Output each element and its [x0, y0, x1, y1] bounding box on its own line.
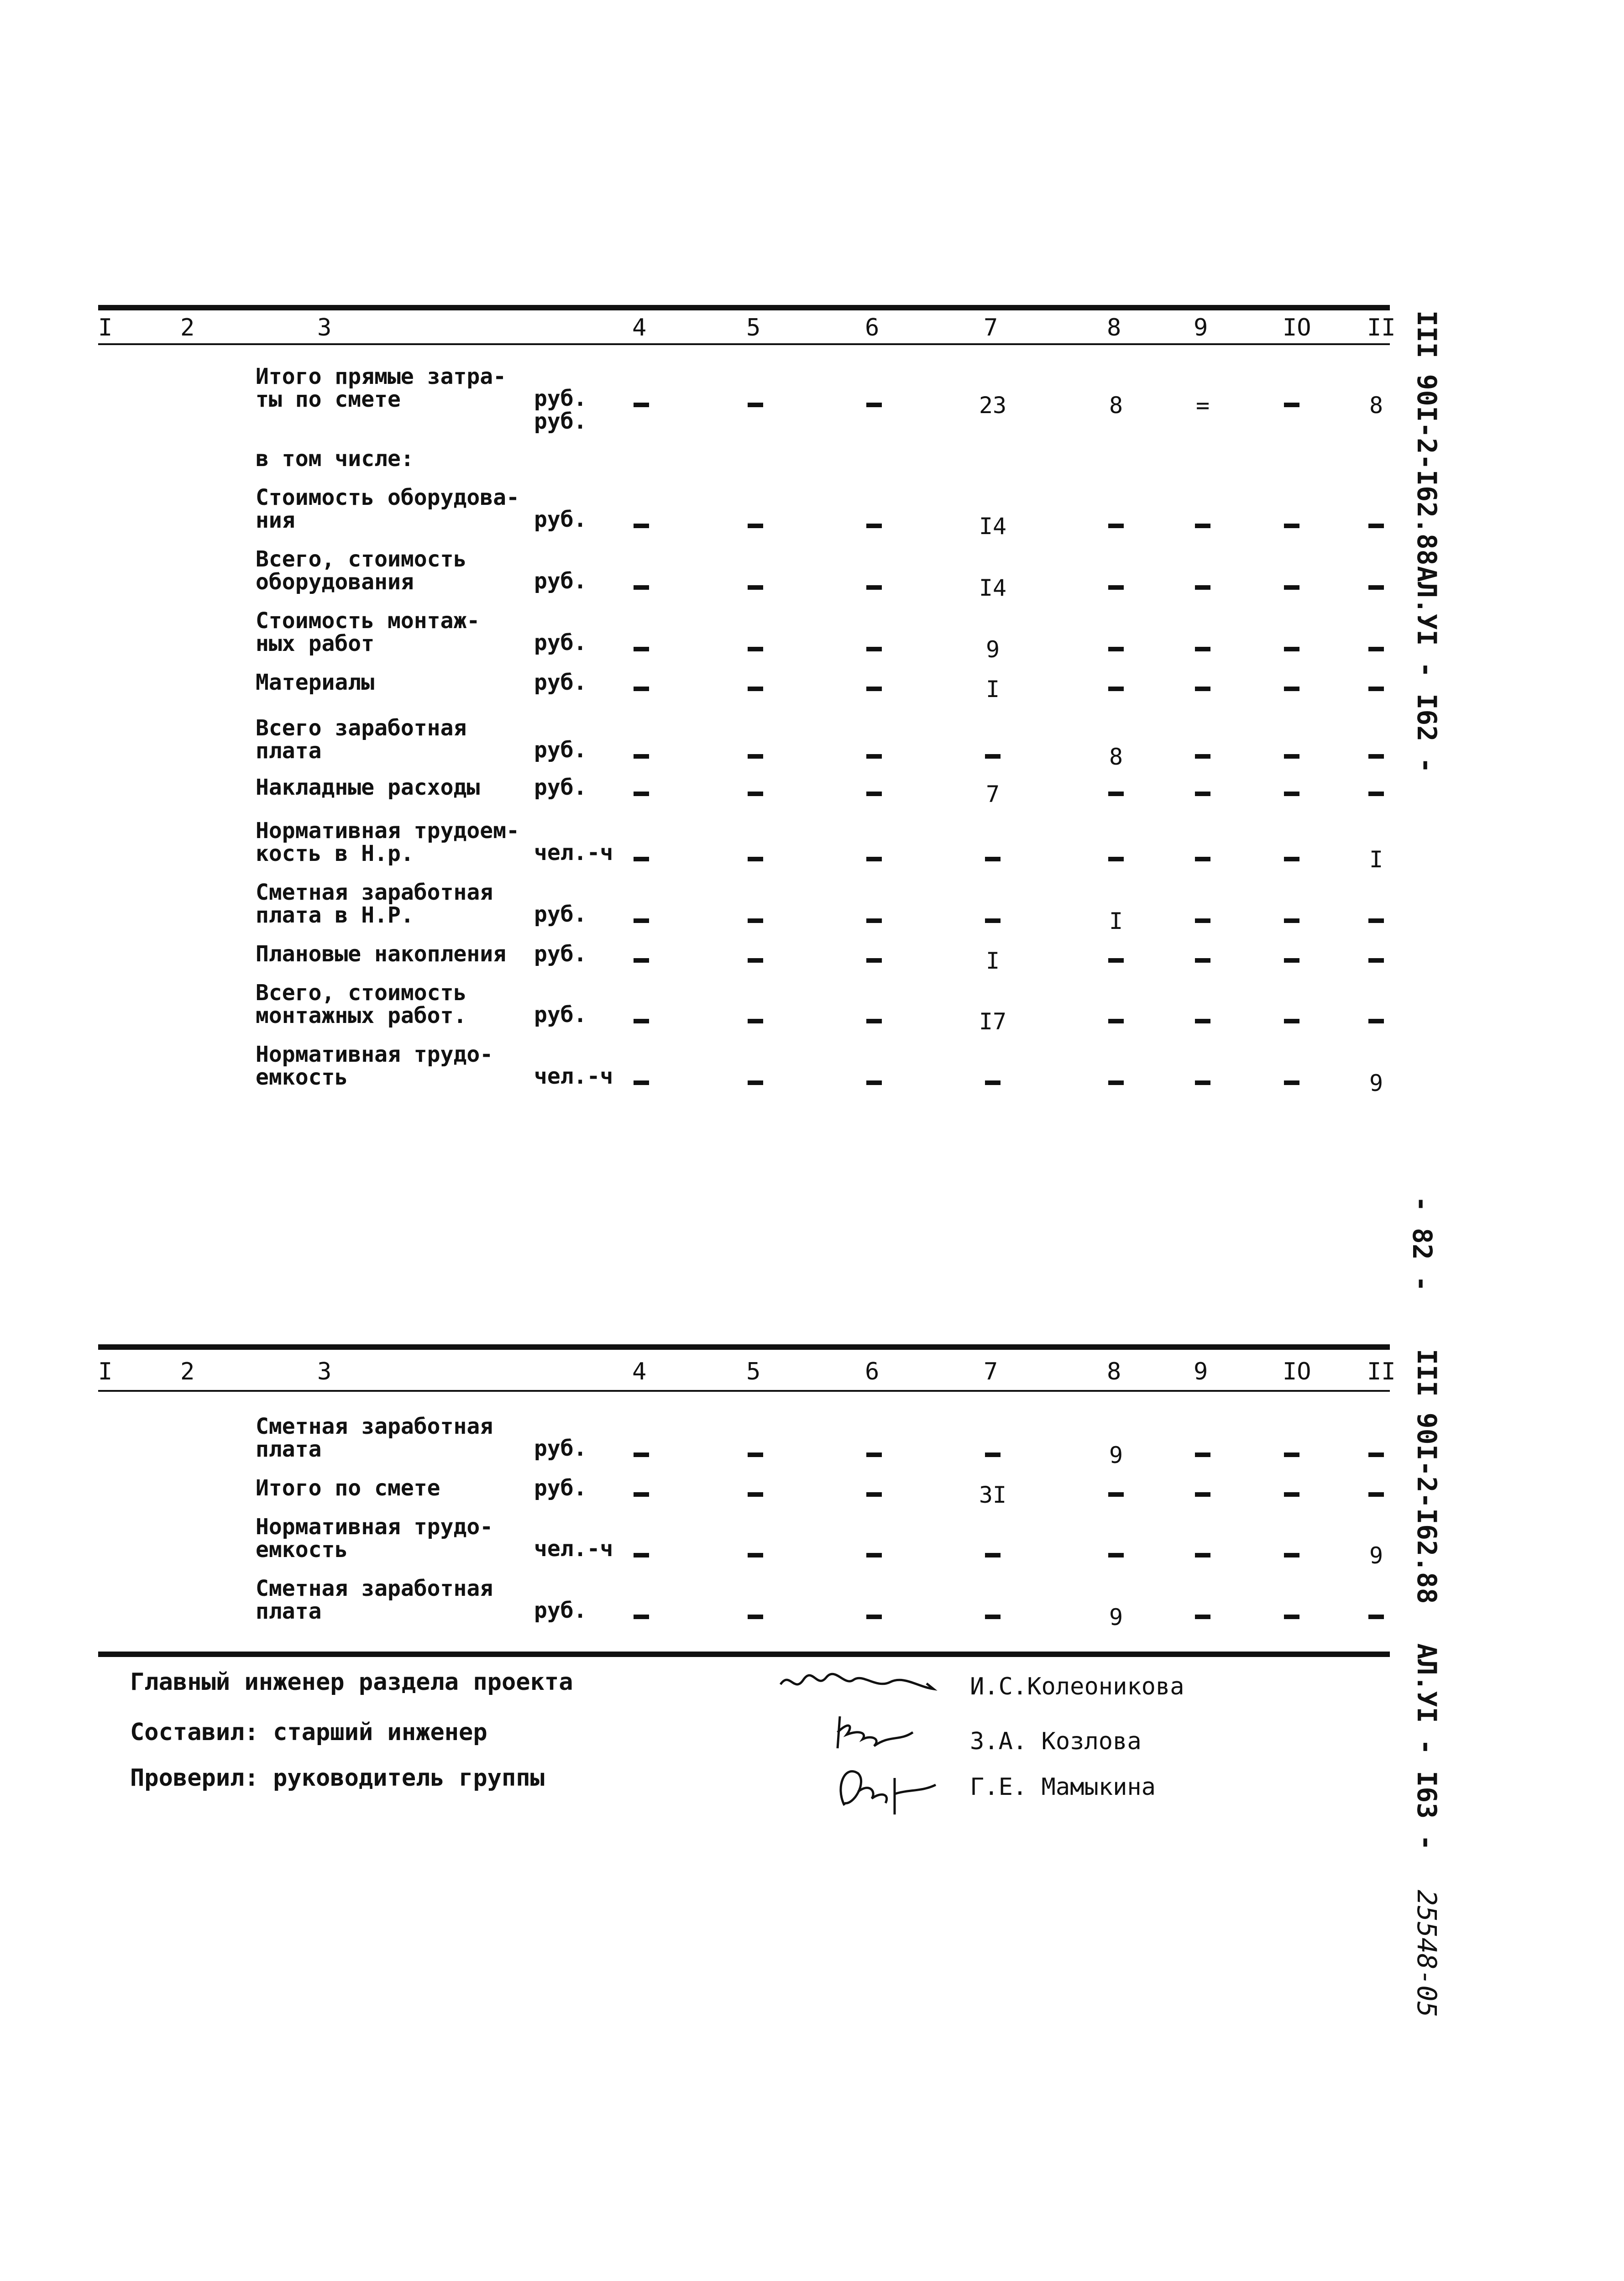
value-cell: 9 — [1369, 1542, 1383, 1569]
dash-cell — [866, 585, 882, 590]
row-unit: руб. — [534, 737, 587, 763]
column-header: 7 — [984, 1358, 998, 1385]
dash-cell — [1195, 1492, 1210, 1497]
dash-cell — [1284, 687, 1299, 691]
dash-cell — [634, 585, 649, 590]
column-header: 5 — [746, 314, 761, 341]
column-header: 6 — [865, 1358, 880, 1385]
dash-cell — [748, 403, 763, 407]
dash-cell — [1195, 754, 1210, 759]
value-cell: 8 — [1109, 392, 1123, 419]
dash-cell — [748, 918, 763, 923]
dash-cell — [634, 647, 649, 651]
dash-cell — [1368, 918, 1384, 923]
dash-cell — [748, 1019, 763, 1023]
dash-cell — [866, 1553, 882, 1557]
value-cell: I4 — [979, 575, 1007, 601]
row-label: Накладные расходы — [256, 775, 480, 800]
dash-cell — [866, 1019, 882, 1023]
dash-cell — [985, 754, 1001, 759]
table1-header-rule — [98, 343, 1390, 345]
dash-cell — [1284, 754, 1299, 759]
row-label: Материалы — [256, 670, 375, 695]
dash-cell — [1284, 1080, 1299, 1085]
dash-cell — [866, 403, 882, 407]
dash-cell — [866, 524, 882, 528]
row-unit: руб. — [534, 507, 587, 532]
value-cell: I — [1109, 908, 1123, 934]
row-label: Итого по смете — [256, 1475, 440, 1501]
dash-cell — [866, 647, 882, 651]
dash-cell — [1368, 585, 1384, 590]
dash-cell — [1368, 958, 1384, 963]
column-header: 4 — [632, 314, 647, 341]
dash-cell — [1284, 1553, 1299, 1557]
dash-cell — [1195, 958, 1210, 963]
dash-cell — [748, 1615, 763, 1619]
dash-cell — [748, 1452, 763, 1457]
dash-cell — [1108, 524, 1124, 528]
row-unit: руб. руб. — [534, 386, 587, 434]
column-header: 6 — [865, 314, 880, 341]
row-label: Всего, стоимость оборудования — [256, 546, 467, 595]
row-unit: руб. — [534, 775, 587, 800]
dash-cell — [866, 687, 882, 691]
dash-cell — [866, 1615, 882, 1619]
row-label: Сметная заработная плата — [256, 1576, 493, 1624]
dash-cell — [1284, 857, 1299, 861]
value-cell: = — [1195, 392, 1210, 419]
row-label: Нормативная трудоем- кость в Н.р. — [256, 818, 519, 866]
dash-cell — [748, 754, 763, 759]
dash-cell — [985, 1553, 1001, 1557]
row-unit: чел.-ч — [534, 1536, 613, 1562]
column-header: 8 — [1107, 314, 1121, 341]
row-label: Плановые накопления — [256, 941, 507, 967]
row-label: Итого прямые затра- ты по смете — [256, 364, 507, 412]
dash-cell — [985, 1452, 1001, 1457]
row-unit: руб. — [534, 670, 587, 695]
column-header: 8 — [1107, 1358, 1121, 1385]
dash-cell — [1195, 524, 1210, 528]
row-label: Сметная заработная плата в Н.Р. — [256, 880, 493, 928]
dash-cell — [1284, 1452, 1299, 1457]
column-header: IO — [1283, 314, 1311, 341]
dash-cell — [1108, 1019, 1124, 1023]
dash-cell — [634, 687, 649, 691]
signature-role-checked: Проверил: руководитель группы — [130, 1764, 545, 1792]
value-cell: 9 — [985, 636, 1000, 663]
value-cell: 9 — [1369, 1070, 1383, 1096]
dash-cell — [1284, 403, 1299, 407]
dash-cell — [1195, 687, 1210, 691]
dash-cell — [866, 1492, 882, 1497]
dash-cell — [1108, 1492, 1124, 1497]
dash-cell — [634, 918, 649, 923]
dash-cell — [748, 857, 763, 861]
dash-cell — [1368, 524, 1384, 528]
value-cell: I7 — [979, 1008, 1007, 1035]
dash-cell — [866, 754, 882, 759]
table2-bottom-rule — [98, 1652, 1390, 1657]
row-unit: руб. — [534, 902, 587, 927]
dash-cell — [748, 1080, 763, 1085]
dash-cell — [1284, 958, 1299, 963]
dash-cell — [985, 1615, 1001, 1619]
value-cell: 8 — [1109, 744, 1123, 770]
dash-cell — [1368, 1452, 1384, 1457]
dash-cell — [866, 1452, 882, 1457]
side-doc-code-bottom: III 90I-2-I62.88 — [1411, 1349, 1442, 1604]
dash-cell — [748, 792, 763, 796]
value-cell: 23 — [979, 392, 1007, 419]
dash-cell — [748, 958, 763, 963]
dash-cell — [634, 958, 649, 963]
value-cell: I — [1369, 846, 1383, 873]
dash-cell — [634, 1615, 649, 1619]
side-archive-number: 25548-05 — [1411, 1890, 1442, 2018]
value-cell: I — [985, 948, 1000, 974]
row-label: Нормативная трудо- емкость — [256, 1514, 493, 1563]
dash-cell — [634, 524, 649, 528]
row-unit: чел.-ч — [534, 840, 613, 865]
side-sheet-bottom: АЛ.УI - I63 - — [1411, 1643, 1442, 1851]
dash-cell — [1108, 792, 1124, 796]
dash-cell — [985, 918, 1001, 923]
column-header: I — [98, 314, 113, 341]
value-cell: 3I — [979, 1482, 1007, 1508]
dash-cell — [634, 403, 649, 407]
dash-cell — [1195, 857, 1210, 861]
table2-top-rule — [98, 1344, 1390, 1350]
dash-cell — [866, 857, 882, 861]
column-header: 9 — [1194, 314, 1208, 341]
dash-cell — [1108, 857, 1124, 861]
side-page-number: - 82 - — [1407, 1196, 1438, 1292]
row-label: Нормативная трудо- емкость — [256, 1042, 493, 1090]
table1-top-rule — [98, 305, 1390, 310]
side-sheet-top: АЛ.УI - I62 - — [1411, 566, 1442, 773]
dash-cell — [634, 1019, 649, 1023]
dash-cell — [1368, 687, 1384, 691]
dash-cell — [1284, 918, 1299, 923]
dash-cell — [1195, 1553, 1210, 1557]
dash-cell — [1284, 647, 1299, 651]
dash-cell — [1368, 1019, 1384, 1023]
dash-cell — [1195, 1615, 1210, 1619]
signature-name-compiled: З.А. Козлова — [970, 1728, 1142, 1755]
dash-cell — [748, 1553, 763, 1557]
column-header: 3 — [317, 314, 332, 341]
dash-cell — [1108, 958, 1124, 963]
row-unit: руб. — [534, 568, 587, 594]
dash-cell — [1195, 1019, 1210, 1023]
column-header: IO — [1283, 1358, 1311, 1385]
row-label: в том числе: — [256, 446, 414, 472]
dash-cell — [866, 792, 882, 796]
column-header: 2 — [180, 1358, 195, 1385]
dash-cell — [634, 1080, 649, 1085]
column-header: II — [1367, 1358, 1396, 1385]
dash-cell — [1368, 647, 1384, 651]
row-label: Стоимость оборудова- ния — [256, 485, 519, 533]
row-unit: руб. — [534, 941, 587, 967]
dash-cell — [1284, 1019, 1299, 1023]
value-cell: 8 — [1369, 392, 1383, 419]
column-header: I — [98, 1358, 113, 1385]
value-cell: I — [985, 676, 1000, 703]
dash-cell — [634, 1553, 649, 1557]
handwritten-signature-2 — [831, 1707, 922, 1757]
signature-name-checked: Г.Е. Мамыкина — [970, 1773, 1156, 1801]
dash-cell — [1284, 524, 1299, 528]
handwritten-signature-3 — [826, 1760, 945, 1819]
handwritten-signature-1 — [776, 1662, 940, 1703]
dash-cell — [1108, 1553, 1124, 1557]
dash-cell — [1284, 792, 1299, 796]
dash-cell — [1195, 585, 1210, 590]
dash-cell — [1284, 1492, 1299, 1497]
column-header: 4 — [632, 1358, 647, 1385]
signature-role-chief: Главный инженер раздела проекта — [130, 1668, 573, 1696]
dash-cell — [1108, 647, 1124, 651]
dash-cell — [1284, 1615, 1299, 1619]
column-header: 9 — [1194, 1358, 1208, 1385]
dash-cell — [985, 1080, 1001, 1085]
table2-header-rule — [98, 1390, 1390, 1392]
dash-cell — [1108, 585, 1124, 590]
dash-cell — [1368, 1615, 1384, 1619]
dash-cell — [748, 647, 763, 651]
dash-cell — [866, 918, 882, 923]
row-label: Всего заработная плата — [256, 715, 467, 764]
row-unit: чел.-ч — [534, 1064, 613, 1089]
row-unit: руб. — [534, 1598, 587, 1623]
dash-cell — [866, 1080, 882, 1085]
dash-cell — [634, 792, 649, 796]
dash-cell — [634, 1452, 649, 1457]
dash-cell — [1368, 792, 1384, 796]
row-label: Всего, стоимость монтажных работ. — [256, 980, 467, 1028]
dash-cell — [1108, 1080, 1124, 1085]
dash-cell — [748, 524, 763, 528]
value-cell: I4 — [979, 513, 1007, 540]
dash-cell — [748, 687, 763, 691]
row-unit: руб. — [534, 1002, 587, 1028]
dash-cell — [634, 857, 649, 861]
value-cell: 9 — [1109, 1604, 1123, 1631]
row-label: Стоимость монтаж- ных работ — [256, 608, 480, 656]
dash-cell — [1368, 754, 1384, 759]
dash-cell — [748, 585, 763, 590]
dash-cell — [748, 1492, 763, 1497]
dash-cell — [1284, 585, 1299, 590]
dash-cell — [985, 857, 1001, 861]
dash-cell — [1195, 1080, 1210, 1085]
row-label: Сметная заработная плата — [256, 1414, 493, 1462]
column-header: 2 — [180, 314, 195, 341]
dash-cell — [866, 958, 882, 963]
dash-cell — [634, 1492, 649, 1497]
dash-cell — [1108, 687, 1124, 691]
signature-role-compiled: Составил: старший инженер — [130, 1719, 487, 1746]
value-cell: 7 — [985, 781, 1000, 808]
row-unit: руб. — [534, 630, 587, 655]
dash-cell — [1195, 792, 1210, 796]
row-unit: руб. — [534, 1475, 587, 1501]
dash-cell — [634, 754, 649, 759]
side-doc-code-top: III 90I-2-I62.88 — [1411, 310, 1442, 566]
dash-cell — [1195, 647, 1210, 651]
dash-cell — [1368, 1492, 1384, 1497]
value-cell: 9 — [1109, 1442, 1123, 1468]
column-header: II — [1367, 314, 1396, 341]
column-header: 5 — [746, 1358, 761, 1385]
row-unit: руб. — [534, 1436, 587, 1461]
signature-name-chief: И.С.Колеоникова — [970, 1673, 1184, 1700]
column-header: 3 — [317, 1358, 332, 1385]
dash-cell — [1195, 918, 1210, 923]
dash-cell — [1195, 1452, 1210, 1457]
column-header: 7 — [984, 314, 998, 341]
